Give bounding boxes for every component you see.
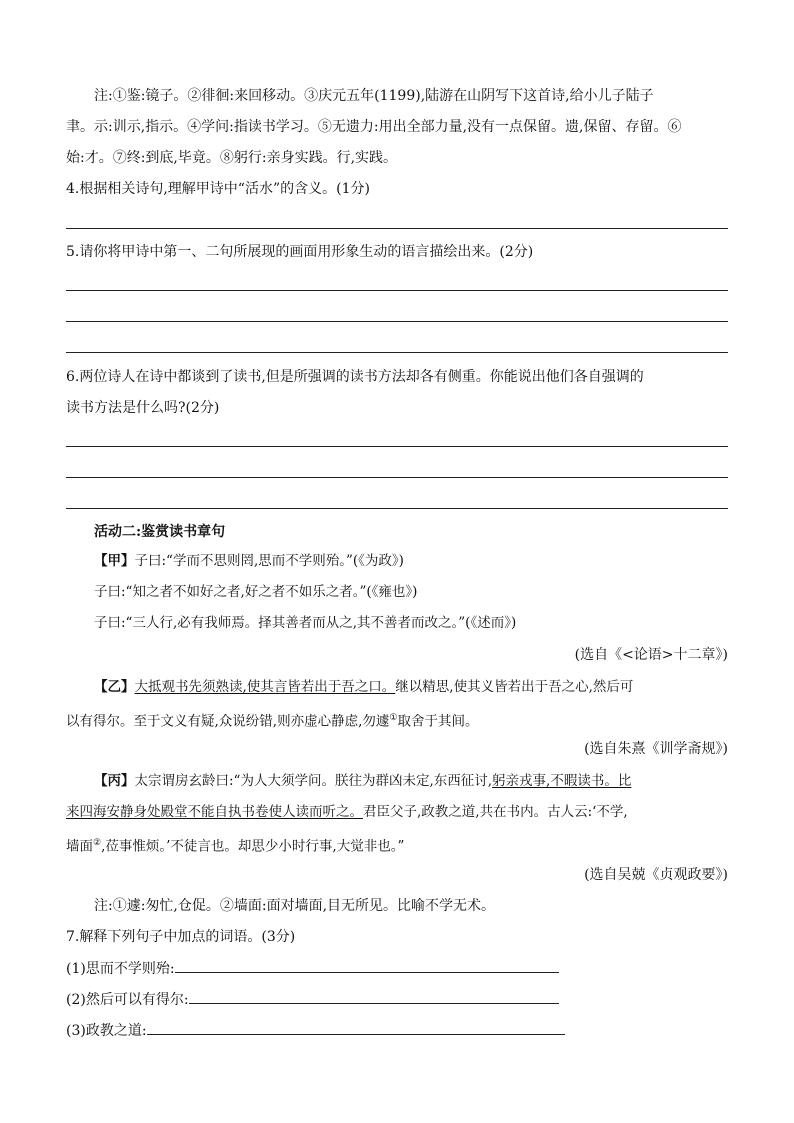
- yi-line-2: [66, 708, 728, 732]
- answer-line-q5-1[interactable]: [66, 290, 728, 291]
- bing-tag: 【丙】: [94, 773, 135, 789]
- jia-line-2: 子曰:“知之者不如好之者,好之者不如乐之者。”(《雍也》): [94, 584, 418, 600]
- yi-text-2a: 以有得尔。至于文义有疑,众说纷错,则亦虚心静虑,勿遽: [66, 713, 390, 730]
- yi-line-1: [66, 677, 728, 697]
- yi-source: (选自朱熹《训学斋规》): [584, 741, 728, 757]
- jia-line-1: [66, 551, 728, 571]
- answer-line-q4[interactable]: [66, 228, 728, 229]
- q7-item-1-answer-blank[interactable]: [175, 958, 559, 973]
- bing-text-3a: 墙面: [66, 838, 93, 855]
- bing-text-3b: ,莅事惟烦。’不徒言也。却思少小时行事,大觉非也。”: [101, 838, 405, 855]
- activity-2-title: 活动二:鉴赏读书章句: [94, 524, 226, 540]
- answer-line-q5-2[interactable]: [66, 321, 728, 322]
- bing-line-2: [66, 802, 728, 822]
- yi-text-1: 继以精思,使其义皆若出于吾之心,然后可: [395, 679, 634, 695]
- answer-line-q6-1[interactable]: [66, 446, 728, 447]
- answer-line-q5-3[interactable]: [66, 352, 728, 353]
- bing-text-2: 君臣父子,政教之道,共在书内。古人云:‘不学,: [363, 804, 628, 820]
- yi-underlined-text: 大抵观书先须熟读,使其言皆若出于吾之口。: [134, 679, 396, 695]
- jia-source: (选自《<论语>十二章》): [574, 647, 728, 663]
- note-mark-1: ①: [389, 713, 398, 723]
- jia-tag: 【甲】: [94, 553, 135, 569]
- answer-line-q6-3[interactable]: [66, 508, 728, 509]
- notes-line-2: 聿。示:训示,指示。④学问:指读书学习。⑤无遗力:用出全部力量,没有一点保留。遗,保留、存留。⑥: [66, 119, 682, 135]
- bing-line-1: [66, 771, 728, 791]
- yi-tag: 【乙】: [94, 679, 135, 695]
- question-7-item-2: [66, 989, 728, 1010]
- question-7-item-1: [66, 958, 728, 979]
- bing-underlined-2: 来四海安静身处殿堂不能自执书卷使人读而听之。: [66, 804, 363, 820]
- question-4: 4.根据相关诗句,理解甲诗中“活水”的含义。(1分): [66, 181, 370, 197]
- q7-item-3-label: (3)政教之道:: [66, 1023, 147, 1039]
- question-5: 5.请你将甲诗中第一、二句所展现的画面用形象生动的语言描绘出来。(2分): [66, 244, 534, 260]
- yi-text-2b: 取舍于其间。: [397, 713, 479, 730]
- jia-text-1: 子曰:“学而不思则罔,思而不学则殆。”(《为政》): [134, 553, 404, 569]
- question-7-title: 7.解释下列句子中加点的词语。(3分): [66, 929, 296, 945]
- answer-line-q6-2[interactable]: [66, 477, 728, 478]
- question-6-line-2: 读书方法是什么吗?(2分): [66, 400, 220, 416]
- q7-item-2-label: (2)然后可以有得尔:: [66, 992, 189, 1008]
- q7-item-1-label: (1)思而不学则殆:: [66, 961, 175, 977]
- bing-underlined-1: 躬亲戎事,不暇读书。比: [492, 773, 632, 789]
- bing-text-1: 太宗谓房玄龄曰:“为人大须学问。朕往为群凶未定,东西征讨,: [134, 773, 493, 789]
- note-mark-2: ②: [93, 838, 102, 848]
- bing-line-3: [66, 833, 728, 857]
- bing-source: (选自吴兢《贞观政要》): [584, 867, 728, 883]
- question-7-item-3: [66, 1020, 728, 1041]
- jia-line-3: 子曰:“三人行,必有我师焉。择其善者而从之,其不善者而改之。”(《述而》): [94, 615, 517, 631]
- q7-item-2-answer-blank[interactable]: [189, 989, 559, 1004]
- notes-line-1: 注:①鉴:镜子。②徘徊:来回移动。③庆元五年(1199),陆游在山阴写下这首诗,给小儿子陆子: [94, 88, 654, 104]
- question-6-line-1: 6.两位诗人在诗中都谈到了读书,但是所强调的读书方法却各有侧重。你能说出他们各自强调的: [66, 369, 644, 385]
- q7-item-3-answer-blank[interactable]: [147, 1020, 565, 1035]
- notes-2: 注:①遽:匆忙,仓促。②墙面:面对墙面,目无所见。比喻不学无术。: [94, 898, 496, 914]
- notes-line-3: 始:才。⑦终:到底,毕竟。⑧躬行:亲身实践。行,实践。: [66, 150, 398, 166]
